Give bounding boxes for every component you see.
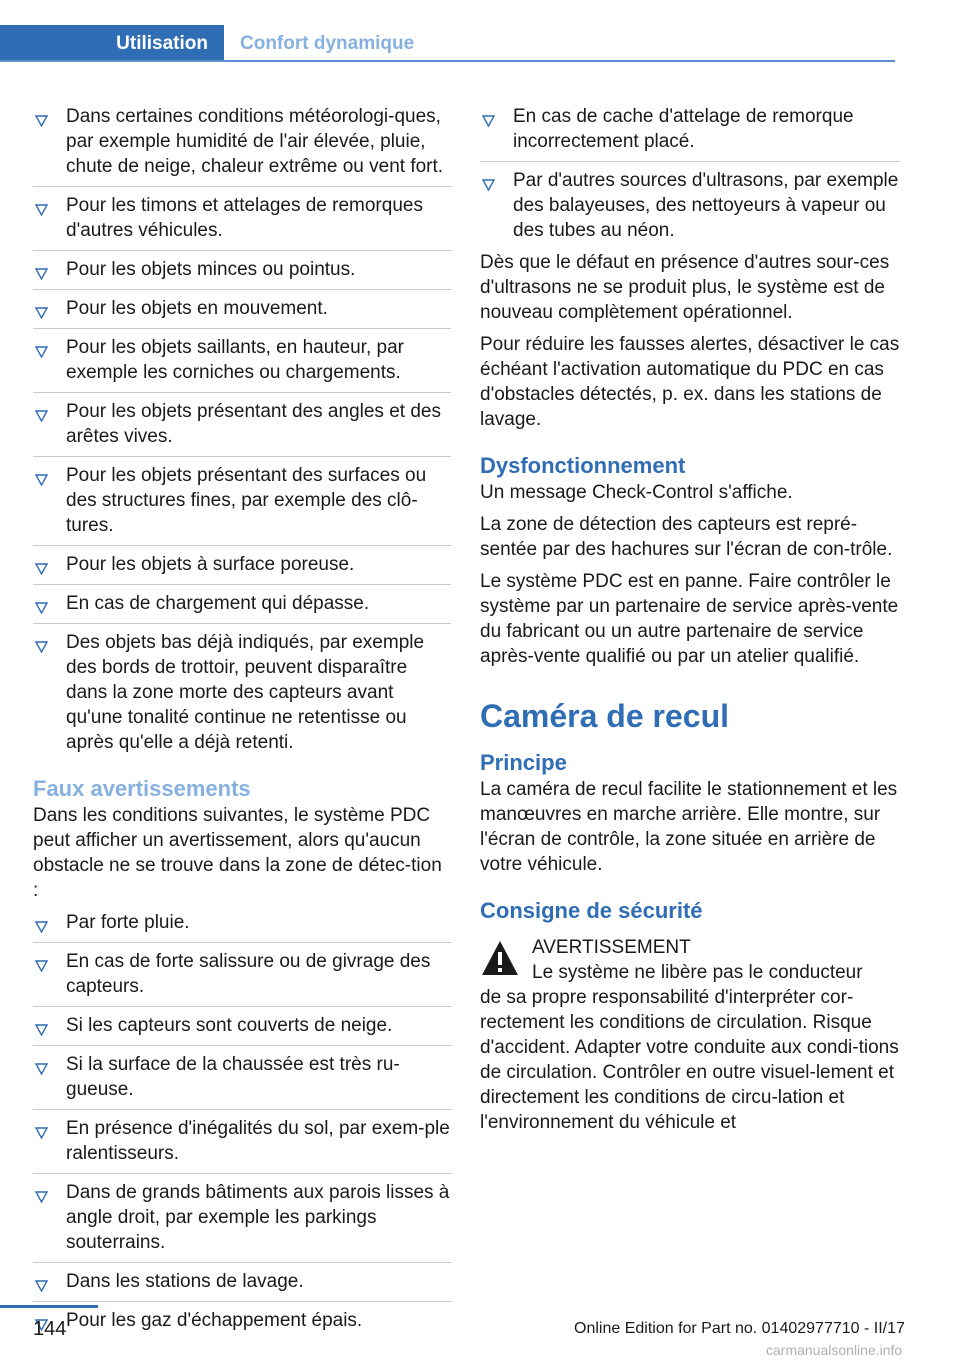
paragraph-fausses-alertes: Pour réduire les fausses alertes, désactiver le cas échéant l'activation automatique du PDC en cas d'obstacles détectés, p. ex. dans les stations de lavage. [480, 334, 900, 430]
list-item [33, 289, 451, 321]
warning-title: AVERTISSEMENT [532, 937, 691, 958]
heading-faux-avertissements: Faux avertissements [33, 776, 251, 801]
list-item-text: En cas de cache d'attelage de remorque incorrectement placé. [513, 106, 854, 152]
bullet-triangle-icon [35, 346, 48, 358]
list-item [33, 392, 451, 449]
list-item-text: Pour les objets à surface poreuse. [66, 554, 355, 575]
list-item [33, 250, 451, 282]
list-item [33, 186, 451, 243]
bullet-triangle-icon [35, 1127, 48, 1139]
list-item [33, 1109, 451, 1166]
bullet-triangle-icon [35, 307, 48, 319]
page-number: 144 [33, 1318, 67, 1340]
list-item-text: Dans certaines conditions météorologi-ques, par exemple humidité de l'air élevée, pluie, chute de neige, chaleur extrême ou vent fort. [66, 106, 444, 177]
list-item-text: Pour les objets saillants, en hauteur, par exemple les corniches ou chargements. [66, 337, 404, 383]
bullet-triangle-icon [35, 1024, 48, 1036]
watermark: carmanualsonline.info [766, 1342, 903, 1358]
bullet-triangle-icon [35, 268, 48, 280]
paragraph-zone-detection: La zone de détection des capteurs est repré-sentée par des hachures sur l'écran de con-trôle. [480, 514, 893, 560]
heading-principe: Principe [480, 750, 567, 775]
list-item [33, 328, 451, 385]
list-item [480, 161, 900, 243]
edition-line: Online Edition for Part no. 01402977710 - II/17 [574, 1320, 905, 1337]
heading-consigne-securite: Consigne de sécurité [480, 898, 703, 923]
list-item [33, 456, 451, 538]
list-item [33, 910, 451, 935]
paragraph-faux-intro: Dans les conditions suivantes, le système PDC peut afficher un avertissement, alors qu'aucun obstacle ne se trouve dans la zone de détec-tion : [33, 805, 442, 901]
list-item [33, 1045, 451, 1102]
list-item-text: Des objets bas déjà indiqués, par exemple des bords de trottoir, peuvent disparaître dans la zone morte des capteurs avant qu'une tonalité continue ne retentisse ou après qu'elle a déjà retenti. [66, 632, 425, 753]
list-item [33, 545, 451, 577]
bullet-triangle-icon [35, 1063, 48, 1075]
warning-block [480, 935, 900, 1135]
list-item-text: En cas de forte salissure ou de givrage des capteurs. [66, 951, 431, 997]
list-item-text: Si la surface de la chaussée est très ru-gueuse. [66, 1054, 400, 1100]
bullet-triangle-icon [35, 641, 48, 653]
bullet-triangle-icon [35, 410, 48, 422]
warning-triangle-icon [480, 939, 520, 977]
list-item-text: Pour les timons et attelages de remorques d'autres véhicules. [66, 195, 423, 241]
list-item-text: Pour les objets présentant des angles et des arêtes vives. [66, 401, 441, 447]
bullet-list-conditions [33, 104, 451, 755]
list-item-text: Pour les objets présentant des surfaces ou des structures fines, par exemple des clô-tures. [66, 465, 427, 536]
list-item [33, 623, 451, 755]
bullet-triangle-icon [35, 960, 48, 972]
bullet-triangle-icon [35, 602, 48, 614]
heading-dysfonctionnement: Dysfonctionnement [480, 453, 686, 478]
heading-camera-de-recul: Caméra de recul [480, 698, 730, 734]
list-item [480, 104, 900, 154]
bullet-triangle-icon [35, 921, 48, 933]
list-item [33, 1262, 451, 1294]
paragraph-pdc-panne: Le système PDC est en panne. Faire contrôler le système par un partenaire de service après-vente du fabricant ou un autre partenaire de service après-vente qualifié ou par un atelier qualifié. [480, 571, 899, 667]
list-item-text: Pour les gaz d'échappement épais. [66, 1310, 363, 1331]
list-item [33, 104, 451, 179]
list-item-text: Si les capteurs sont couverts de neige. [66, 1015, 393, 1036]
list-item-text: En cas de chargement qui dépasse. [66, 593, 370, 614]
list-item-text: Dans les stations de lavage. [66, 1271, 304, 1292]
bullet-triangle-icon [35, 115, 48, 127]
bullet-triangle-icon [35, 204, 48, 216]
list-item-text: Pour les objets en mouvement. [66, 298, 328, 319]
paragraph-ultrasons: Dès que le défaut en présence d'autres sour-ces d'ultrasons ne se produit plus, le système est de nouveau complètement opérationnel. [480, 252, 890, 323]
right-column [480, 104, 900, 1135]
list-item [33, 942, 451, 999]
bullet-list-false-warnings [33, 910, 451, 1333]
list-item-text: Par d'autres sources d'ultrasons, par exemple des balayeuses, des nettoyeurs à vapeur ou des tubes au néon. [513, 170, 899, 241]
list-item-text: Pour les objets minces ou pointus. [66, 259, 356, 280]
list-item [33, 1006, 451, 1038]
chapter-tab-bar [0, 25, 895, 62]
bullet-triangle-icon [35, 474, 48, 486]
bullet-list-more-conditions [480, 104, 900, 243]
bullet-triangle-icon [482, 179, 495, 191]
paragraph-principe: La caméra de recul facilite le stationnement et les manœuvres en marche arrière. Elle montre, sur l'écran de contrôle, la zone située en arrière de votre véhicule. [480, 779, 898, 875]
tab-confort-dynamique[interactable]: Confort dynamique [240, 33, 415, 54]
list-item-text: Dans de grands bâtiments aux parois lisses à angle droit, par exemple les parkings souterrains. [66, 1182, 450, 1253]
bullet-triangle-icon [482, 115, 495, 127]
paragraph-check-control: Un message Check-Control s'affiche. [480, 482, 793, 503]
bullet-triangle-icon [35, 563, 48, 575]
list-item-text: En présence d'inégalités du sol, par exem-ple ralentisseurs. [66, 1118, 450, 1164]
header-rule [0, 60, 895, 62]
bullet-triangle-icon [35, 1280, 48, 1292]
list-item-text: Par forte pluie. [66, 912, 190, 933]
list-item [33, 1173, 451, 1255]
warning-lead: Le système ne libère pas le conducteur [532, 962, 863, 983]
tab-utilisation-label: Utilisation [116, 32, 208, 54]
tab-utilisation[interactable] [0, 25, 224, 62]
bullet-triangle-icon [35, 1191, 48, 1203]
warning-text: de sa propre responsabilité d'interpréter cor-rectement les conditions de circulation. Risque d'accident. Adapter votre conduite aux condi-tions de circulation. Contrôler en outre visuel-lement et directement les conditions de circu-lation et l'environnement du véhicule et [480, 987, 899, 1133]
footer-rule [0, 1305, 98, 1308]
list-item [33, 584, 451, 616]
left-column [33, 104, 451, 1340]
